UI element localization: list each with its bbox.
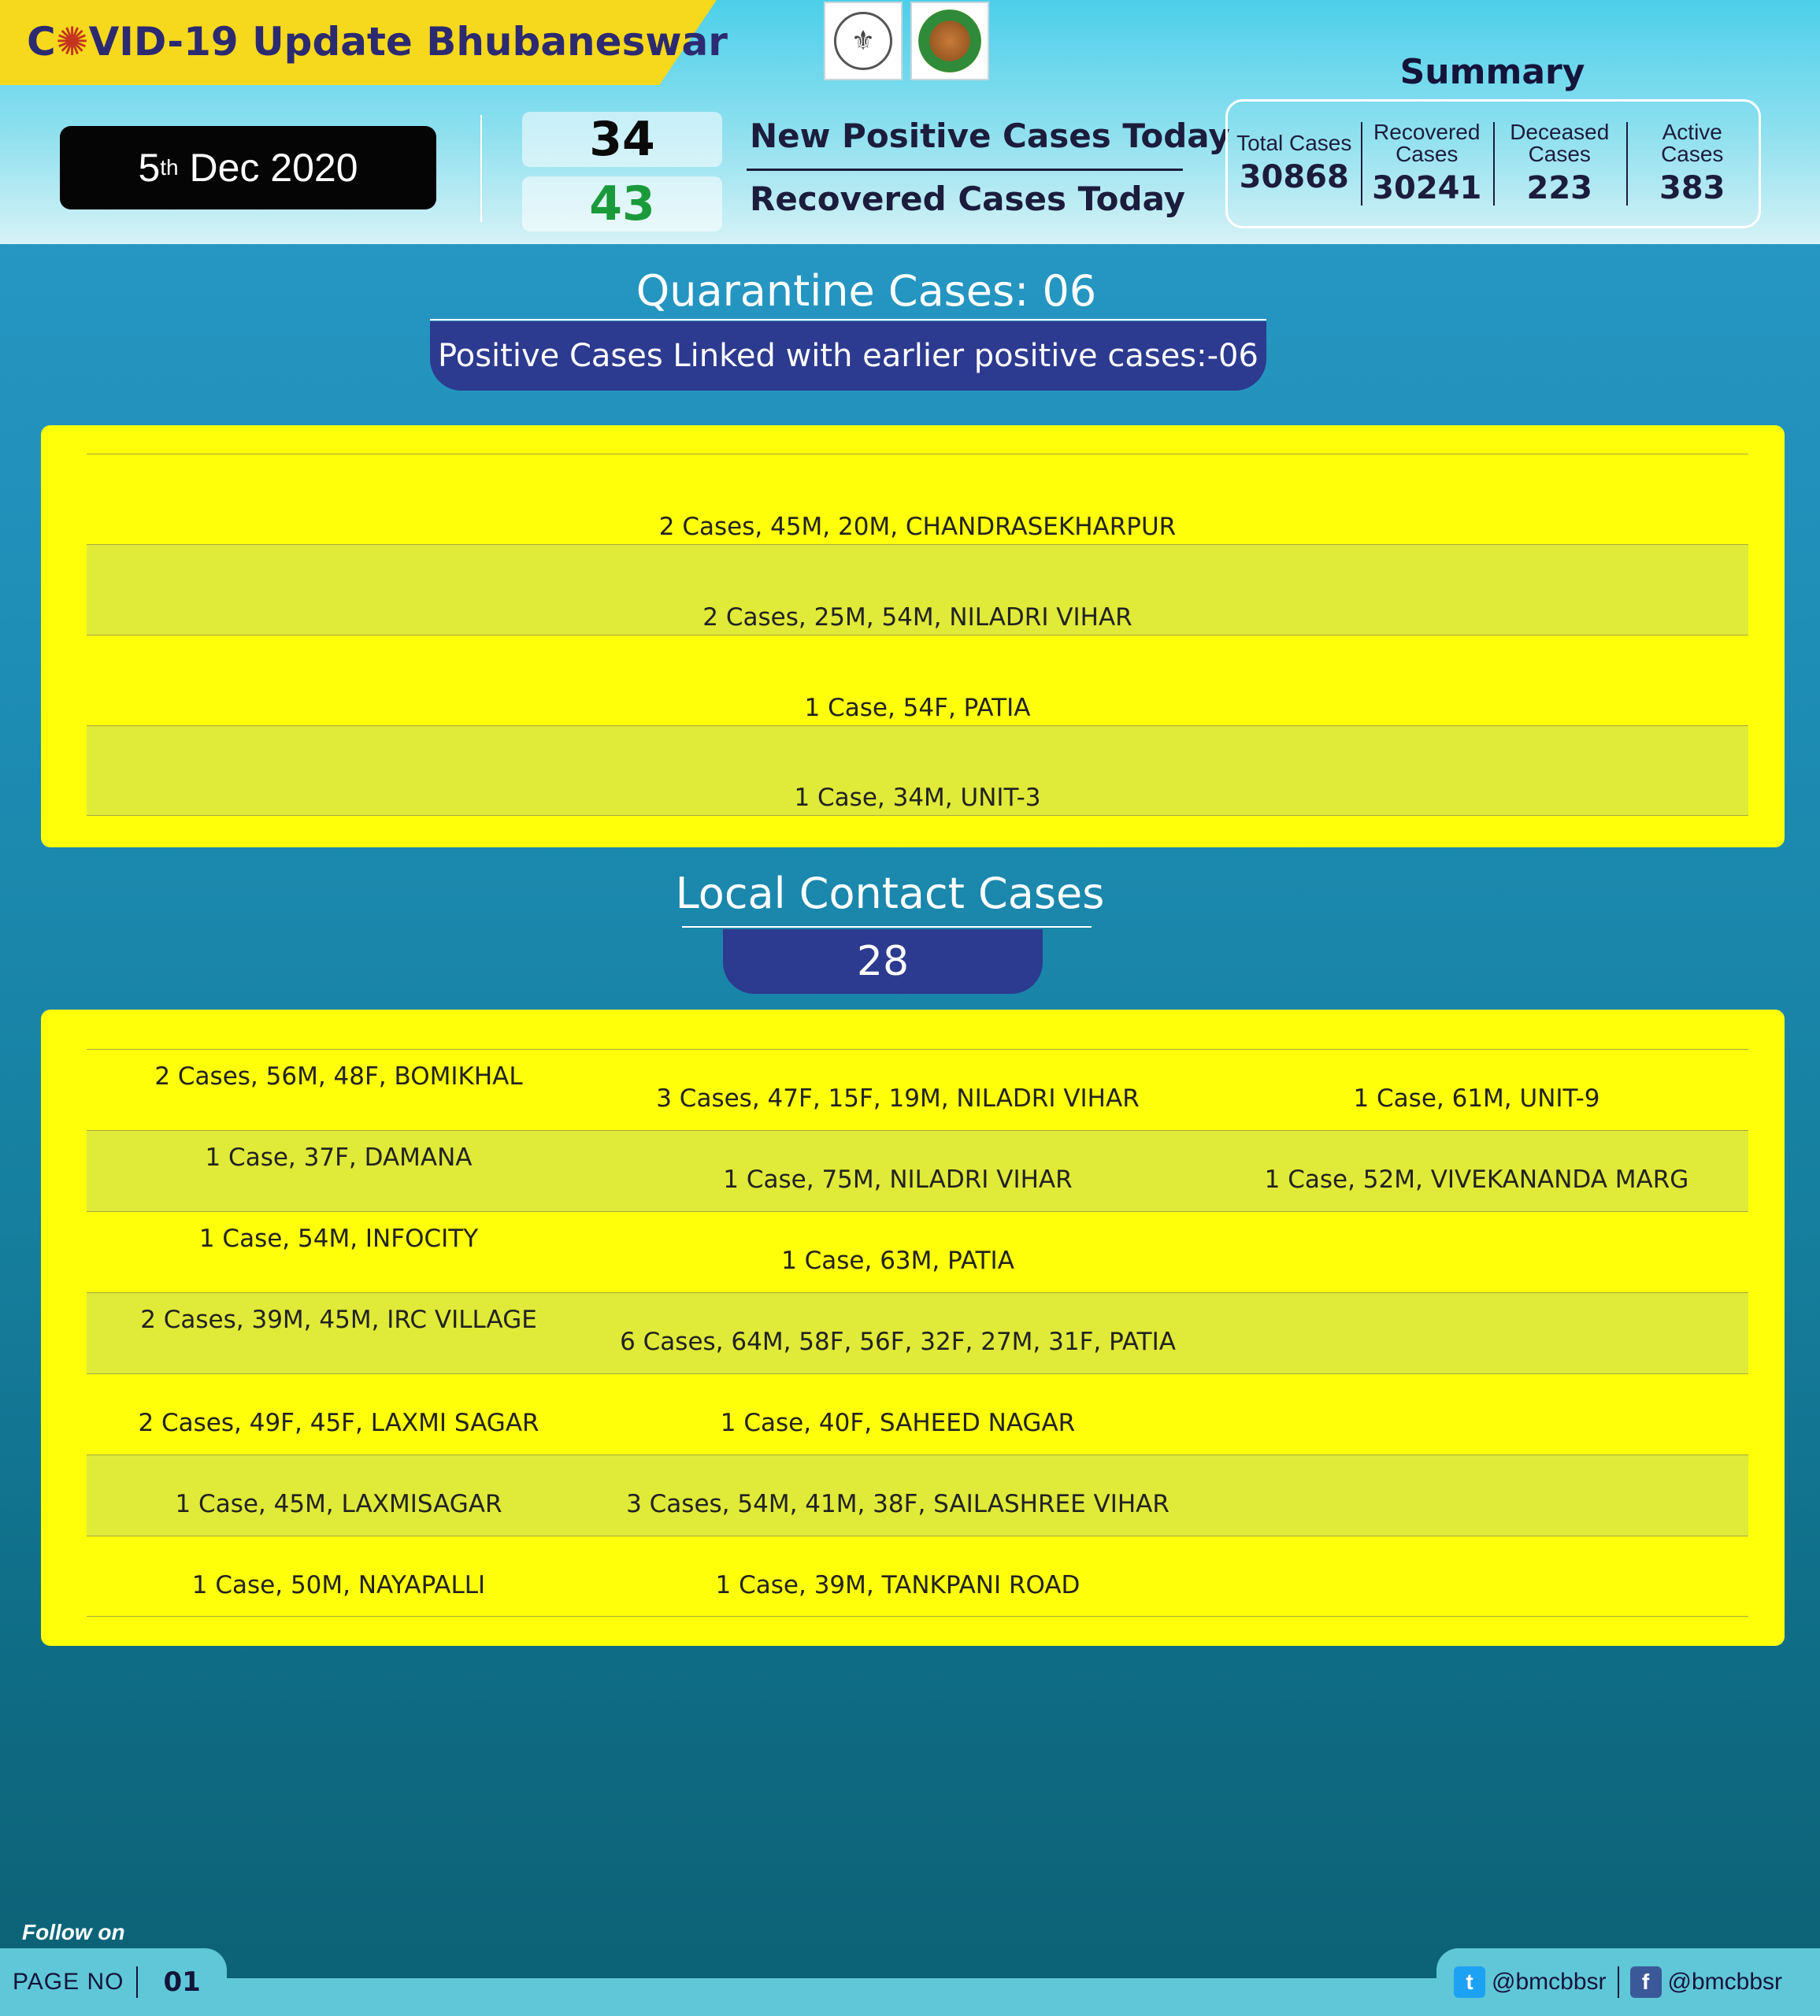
virus-icon: ✺ — [55, 19, 89, 65]
bmc-logo-icon — [910, 2, 989, 80]
recovered-today-count: 43 — [522, 176, 722, 232]
table-row — [87, 1455, 1748, 1536]
summary-label: Active Cases — [1661, 120, 1724, 166]
local-contact-title: Local Contact Cases — [675, 869, 1105, 918]
header — [0, 0, 1820, 244]
quarantine-title: Quarantine Cases: 06 — [636, 266, 1097, 316]
header-divider — [480, 115, 482, 222]
local-contact-count: 28 — [723, 929, 1043, 994]
table-cell: 2 Cases, 56M, 48F, BOMIKHAL — [154, 1062, 523, 1091]
summary-value: 30868 — [1239, 159, 1349, 195]
table-row — [87, 1049, 1748, 1130]
summary-value: 383 — [1659, 170, 1725, 206]
local-contact-panel — [41, 1010, 1785, 1646]
page-number: 01 — [163, 1966, 201, 1998]
quarantine-underline — [430, 319, 1266, 321]
table-row — [87, 1211, 1748, 1292]
date-rest: Dec 2020 — [178, 146, 358, 190]
table-cell: 2 Cases, 39M, 45M, IRC VILLAGE — [140, 1306, 537, 1334]
summary-deceased — [1493, 102, 1626, 226]
summary-label: Recovered Cases — [1373, 120, 1481, 166]
table-cell: 1 Case, 45M, LAXMISAGAR — [175, 1490, 502, 1518]
table-cell: 1 Case, 75M, NILADRI VIHAR — [723, 1166, 1073, 1194]
summary-label: Total Cases — [1236, 131, 1352, 155]
table-cell: 1 Case, 37F, DAMANA — [205, 1143, 473, 1172]
new-positive-label: New Positive Cases Today — [750, 117, 1230, 155]
follow-label: Follow on — [22, 1920, 125, 1944]
page-title — [27, 19, 728, 65]
quarantine-panel — [41, 425, 1785, 847]
table-row — [87, 1292, 1748, 1373]
table-row — [87, 1130, 1748, 1211]
table-cell: 1 Case, 40F, SAHEED NAGAR — [720, 1409, 1076, 1437]
table-cell: 1 Case, 63M, PATIA — [781, 1247, 1014, 1275]
new-positive-count: 34 — [522, 112, 722, 167]
social-separator — [1618, 1966, 1619, 1998]
facebook-icon[interactable]: f — [1630, 1966, 1662, 1998]
quarantine-subtitle: Positive Cases Linked with earlier positive cases:-06 — [430, 321, 1266, 391]
twitter-icon[interactable]: t — [1454, 1966, 1485, 1998]
twitter-handle[interactable]: @bmcbbsr — [1492, 1969, 1607, 1995]
table-cell: 3 Cases, 54M, 41M, 38F, SAILASHREE VIHAR — [626, 1490, 1169, 1518]
table-cell: 1 Case, 52M, VIVEKANANDA MARG — [1264, 1166, 1689, 1194]
table-cell: 1 Case, 39M, TANKPANI ROAD — [715, 1571, 1081, 1599]
odisha-govt-seal-icon: ⚜ — [824, 2, 903, 80]
page-separator — [136, 1966, 138, 1998]
local-contact-underline — [682, 926, 1092, 928]
table-row — [87, 725, 1748, 816]
summary-title: Summary — [1399, 52, 1585, 92]
table-row — [87, 1536, 1748, 1617]
row-text: 2 Cases, 45M, 20M, CHANDRASEKHARPUR — [658, 513, 1177, 541]
date-badge: 5 th Dec 2020 — [60, 126, 436, 209]
title-suffix: VID-19 Update Bhubaneswar — [88, 19, 728, 65]
row-text: 1 Case, 34M, UNIT-3 — [794, 784, 1041, 812]
summary-label: Deceased Cases — [1510, 120, 1610, 166]
title-prefix: C — [27, 19, 56, 65]
page-number-tab — [0, 1948, 227, 2016]
summary-recovered — [1361, 102, 1494, 226]
table-row — [87, 1373, 1748, 1455]
table-cell: 1 Case, 50M, NAYAPALLI — [191, 1571, 486, 1599]
summary-active — [1626, 102, 1759, 226]
row-text: 1 Case, 54F, PATIA — [804, 694, 1031, 722]
date-day: 5 — [138, 146, 161, 190]
table-cell: 1 Case, 61M, UNIT-9 — [1353, 1084, 1600, 1113]
recovered-today-label: Recovered Cases Today — [750, 180, 1186, 218]
table-cell: 3 Cases, 47F, 15F, 19M, NILADRI VIHAR — [656, 1084, 1140, 1113]
table-row — [87, 635, 1748, 725]
table-cell: 6 Cases, 64M, 58F, 56F, 32F, 27M, 31F, PATIA — [620, 1328, 1176, 1356]
summary-value: 30241 — [1372, 170, 1482, 206]
page-label: PAGE NO — [13, 1969, 124, 1995]
facebook-handle[interactable]: @bmcbbsr — [1667, 1969, 1782, 1995]
social-tab — [1436, 1948, 1820, 2016]
summary-value: 223 — [1526, 170, 1592, 206]
row-text: 2 Cases, 25M, 54M, NILADRI VIHAR — [702, 603, 1132, 632]
table-row — [87, 454, 1748, 544]
table-cell: 2 Cases, 49F, 45F, LAXMI SAGAR — [138, 1409, 539, 1437]
table-cell: 1 Case, 54M, INFOCITY — [198, 1225, 479, 1253]
stat-separator — [747, 169, 1183, 171]
summary-total — [1228, 102, 1361, 226]
summary-box — [1225, 99, 1761, 228]
table-row — [87, 544, 1748, 635]
